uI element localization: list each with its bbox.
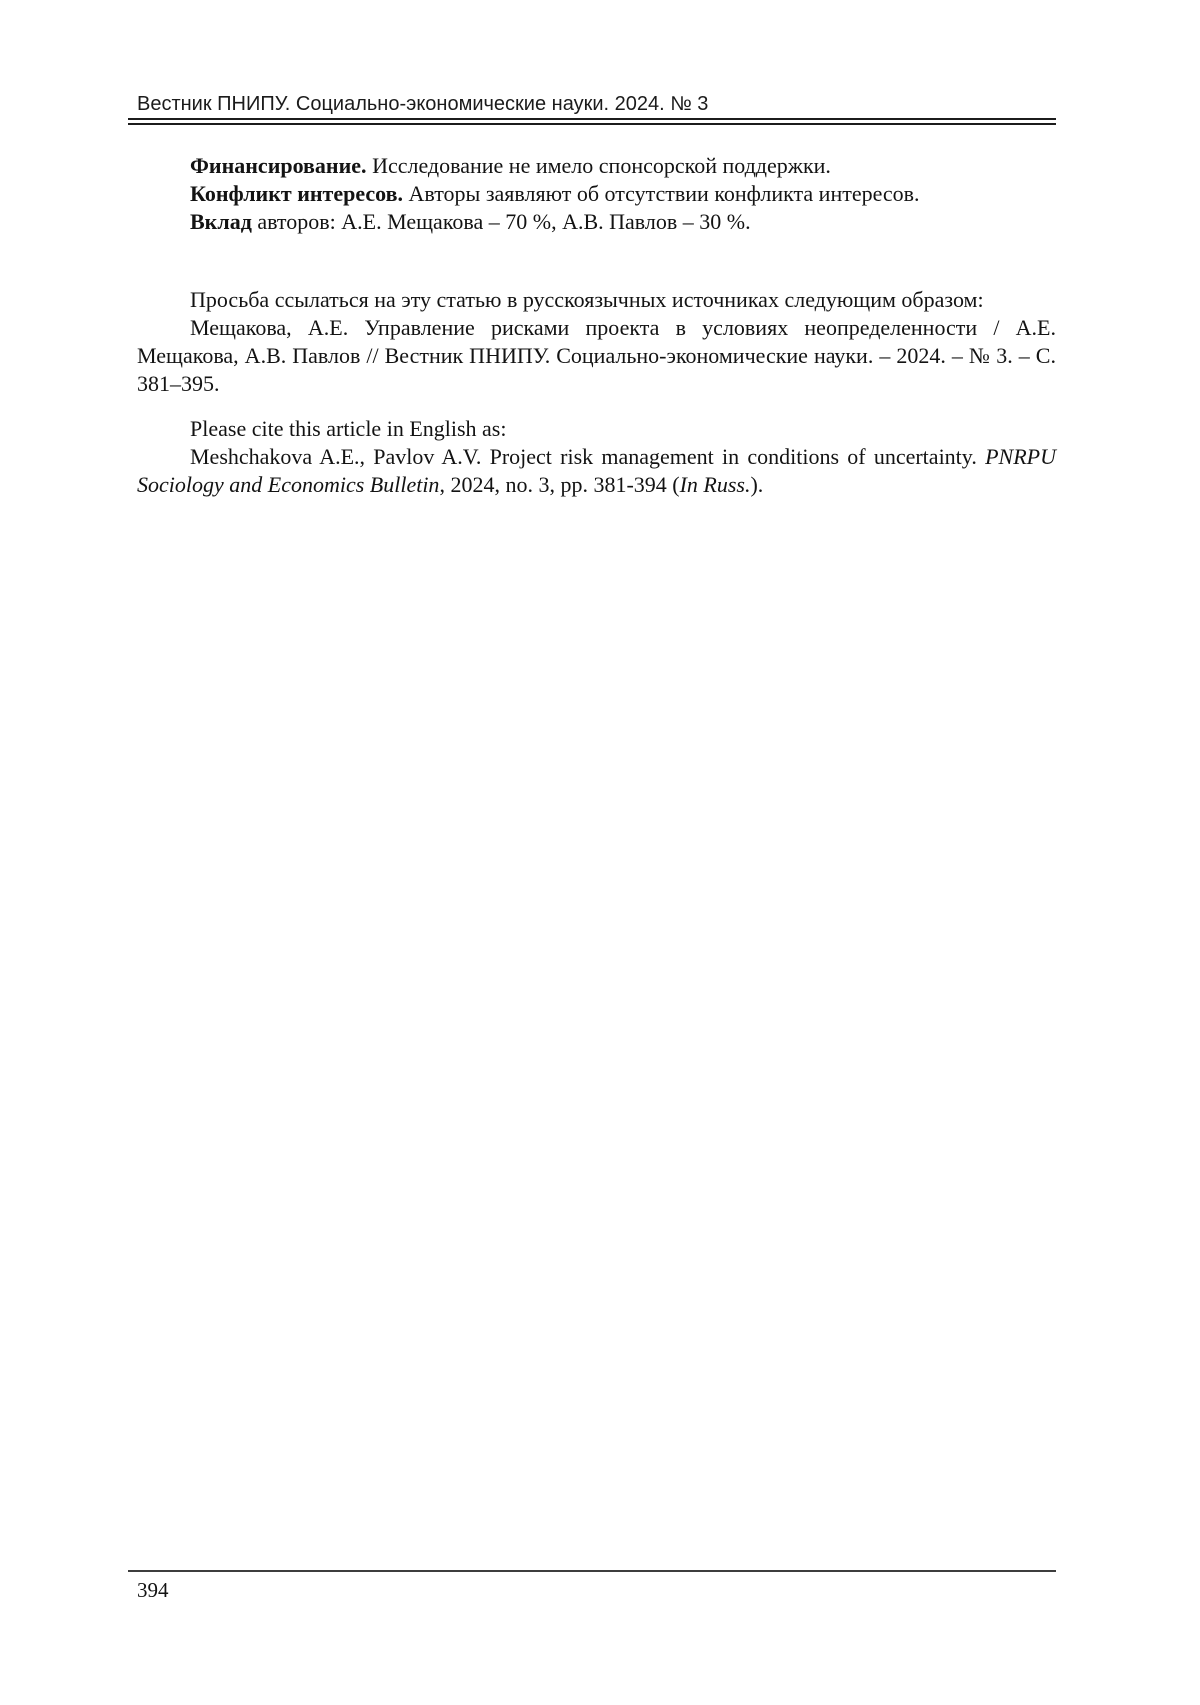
citation-reference-ru [137,314,1056,398]
citation-reference-en [137,443,1056,499]
contribution-label: Вклад [190,209,252,234]
conflict-of-interest-note [137,180,1056,208]
running-header [128,0,1056,116]
author-contribution-note [137,208,1056,236]
article-back-matter [128,152,1056,499]
funding-label: Финансирование. [190,153,367,178]
contribution-text: авторов: А.Е. Мещакова – 70 %, А.В. Павлов – 30 %. [257,209,751,234]
citation-reference-en-authors: Meshchakova A.E., Pavlov A.V. Project risk management in conditions of uncertainty. [190,444,977,469]
citation-reference-en-lang: In Russ. [679,472,751,497]
funding-text: Исследование не имело спонсорской поддержки. [372,153,831,178]
page-number: 394 [137,1578,169,1602]
citation-request-ru-text: Просьба ссылаться на эту статью в русскоязычных источниках следующим образом: [190,287,984,312]
citation-reference-en-closing: ). [750,472,764,497]
conflict-text: Авторы заявляют об отсутствии конфликта интересов. [408,181,920,206]
citation-reference-en-journal: PNRPU Sociology and Economics Bulletin [137,444,1056,497]
citation-request-ru [137,286,1056,314]
citation-request-en-text: Please cite this article in English as: [190,416,507,441]
citation-reference-en-details: , 2024, no. 3, pp. 381-394 ( [439,472,680,497]
citation-reference-ru-text: Мещакова, А.Е. Управление рисками проекта в условиях неопределенности / А.Е. Мещакова, А.В. Павлов // Вестник ПНИПУ. Социально-экономические науки. – 2024. – № 3. – С. 381–395. [137,315,1056,396]
page-content [128,0,1056,499]
journal-title: Вестник ПНИПУ. Социально-экономические науки. 2024. № 3 [137,93,709,115]
citation-request-en [137,415,1056,443]
header-rule [128,118,1056,125]
conflict-label: Конфликт интересов. [190,181,403,206]
funding-note [137,152,1056,180]
page-footer [128,1570,1056,1603]
